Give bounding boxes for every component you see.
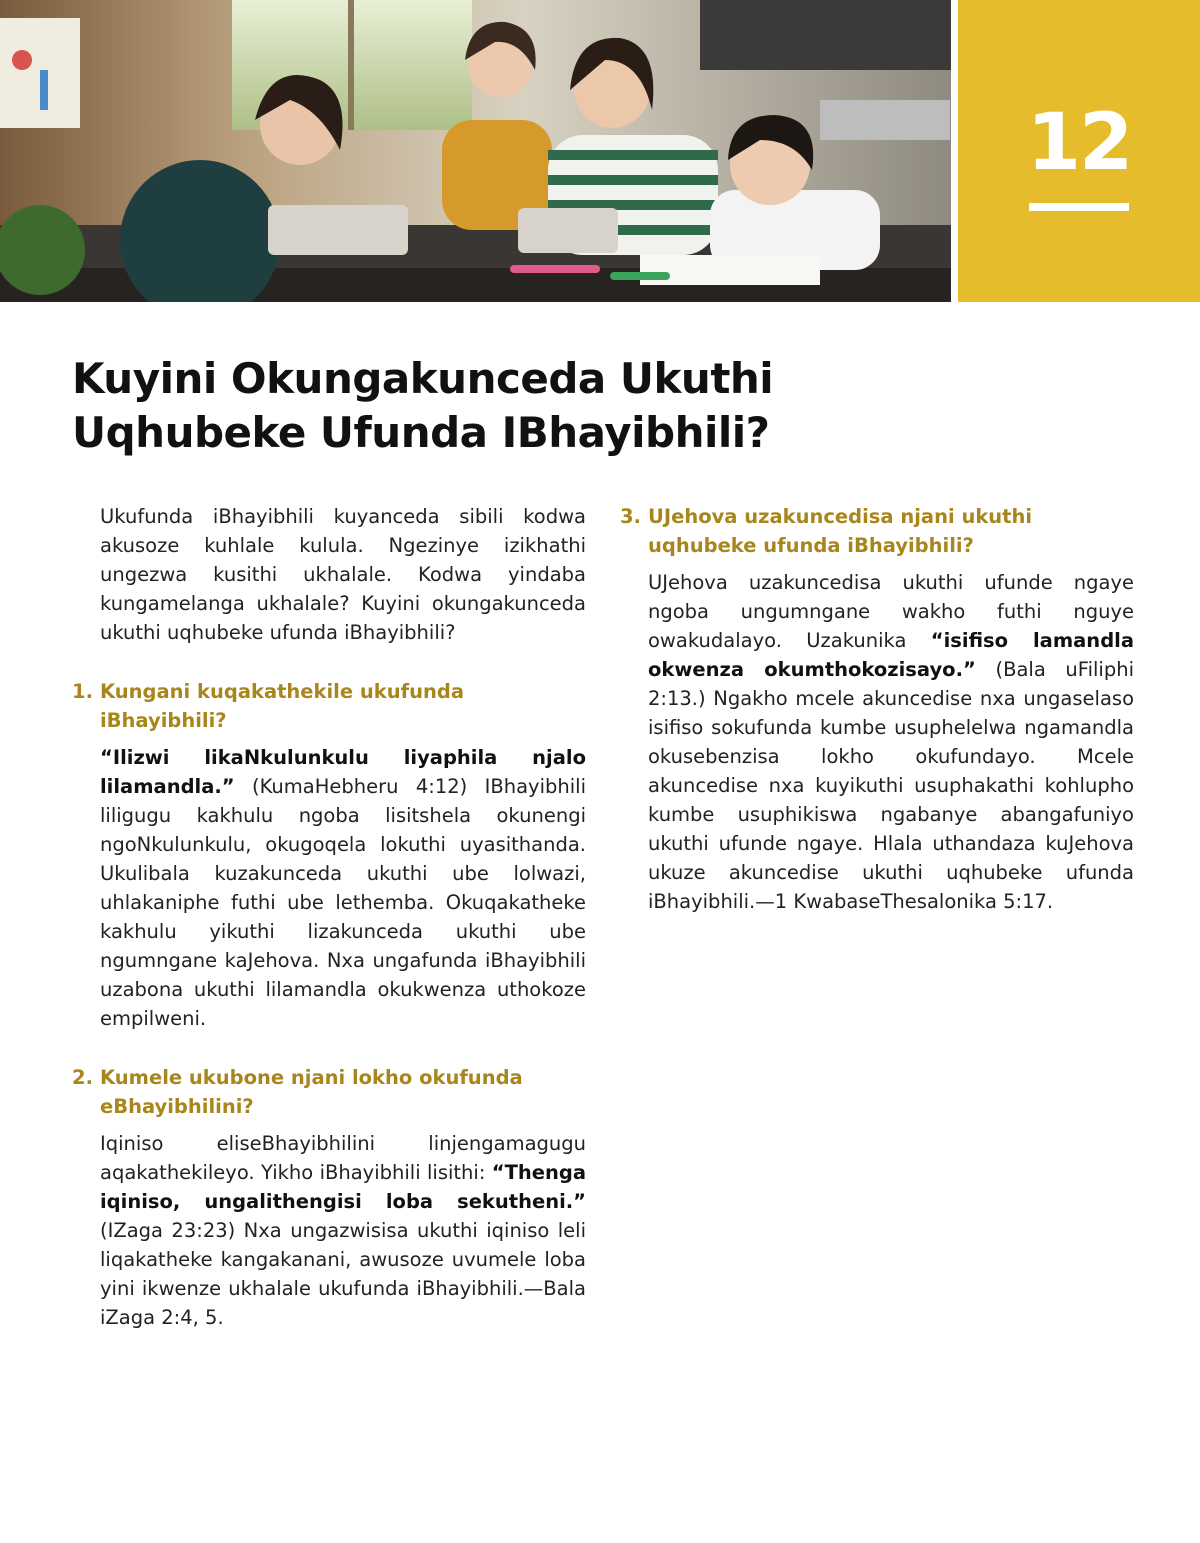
section-3 xyxy=(620,502,1134,916)
title-line-1: Kuyini Okungakunceda Ukuthi xyxy=(72,354,774,403)
question-2 xyxy=(72,1063,586,1121)
chapter-underline xyxy=(1029,203,1129,211)
answer-lead: UJehova uzakuncedisa ukuthi ufunde ngaye ngoba ungumngane wakho futhi nguye owakudalayo. Uzakunika xyxy=(648,571,1134,652)
answer-text: (KumaHebheru 4:12) IBhayibhili liligugu kakhulu ngoba lisitshela okunengi ngoNkulunkulu, okugoqela lokuthi uyasithanda. Ukulibala kuzakunceda ukuthi ube lolwazi, uhlakaniphe futhi ube lethemba. Okuqakatheke kakhulu yikuthi lizakunceda ukuthi ube ngumngane kaJehova. Nxa ungafunda iBhayibhili uzabona ukuthi lilamandla okukwenza uthokoze empilweni. xyxy=(100,775,586,1030)
question-1 xyxy=(72,677,586,735)
chapter-box xyxy=(958,0,1200,302)
question-text: Kumele ukubone njani lokho okufunda eBhayibhilini? xyxy=(100,1066,523,1118)
scripture-quote: “isifiso lamandla okwenza okumthokozisayo.” xyxy=(648,629,1134,681)
question-text: Kungani kuqakathekile ukufunda iBhayibhili? xyxy=(100,680,464,732)
section-1 xyxy=(72,677,586,1033)
section-2 xyxy=(72,1063,586,1332)
left-column xyxy=(72,502,586,1332)
answer-1 xyxy=(72,743,586,1033)
answer-text: (IZaga 23:23) Nxa ungazwisisa ukuthi iqiniso leli liqakatheke kangakanani, awusoze uvumele loba yini ikwenze ukhalale ukufunda iBhayibhili.—Bala iZaga 2:4, 5. xyxy=(100,1219,586,1329)
answer-3 xyxy=(620,568,1134,916)
scripture-quote: “Thenga iqiniso, ungalithengisi loba sekutheni.” xyxy=(100,1161,586,1213)
page-title xyxy=(72,352,972,460)
intro-paragraph: Ukufunda iBhayibhili kuyanceda sibili kodwa akusoze kuhlale kulula. Ngezinye izikhathi ungezwa kusithi ukhalale. Kodwa yindaba kungamelanga ukhalale? Kuyini okungakunceda ukuthi uqhubeke ufunda iBhayibhili? xyxy=(100,505,586,644)
answer-lead: Iqiniso eliseBhayibhilini linjengamagugu aqakathekileyo. Yikho iBhayibhili lisithi: xyxy=(100,1132,586,1184)
question-number: 1. xyxy=(72,680,93,703)
chapter-number: 12 xyxy=(1026,98,1132,188)
answer-text: (Bala uFiliphi 2:13.) Ngakho mcele akuncedise nxa ungaselaso isifiso sokufunda kumbe usuphelelwa ngamandla okusebenzisa lokho okufundayo. Mcele akuncedise nxa kuyikuthi usuphakathi kohlupho kumbe usuphikiswa ngabanye abangafuniyo ukuthi ufunde ngaye. Hlala uthandaza kuJehova ukuze akuncedise ukuthi uqhubeke ufunda iBhayibhili.—1 KwabaseThesalonika 5:17. xyxy=(648,658,1134,913)
right-column xyxy=(620,502,1134,916)
question-number: 2. xyxy=(72,1066,93,1089)
answer-2 xyxy=(72,1129,586,1332)
scripture-quote: “Ilizwi likaNkulunkulu liyaphila njalo lilamandla.” xyxy=(100,746,586,798)
question-text: UJehova uzakuncedisa njani ukuthi uqhubeke ufunda iBhayibhili? xyxy=(648,505,1033,557)
header-photo xyxy=(0,0,951,302)
question-3 xyxy=(620,502,1134,560)
question-number: 3. xyxy=(620,505,641,528)
title-line-2: Uqhubeke Ufunda IBhayibhili? xyxy=(72,408,770,457)
